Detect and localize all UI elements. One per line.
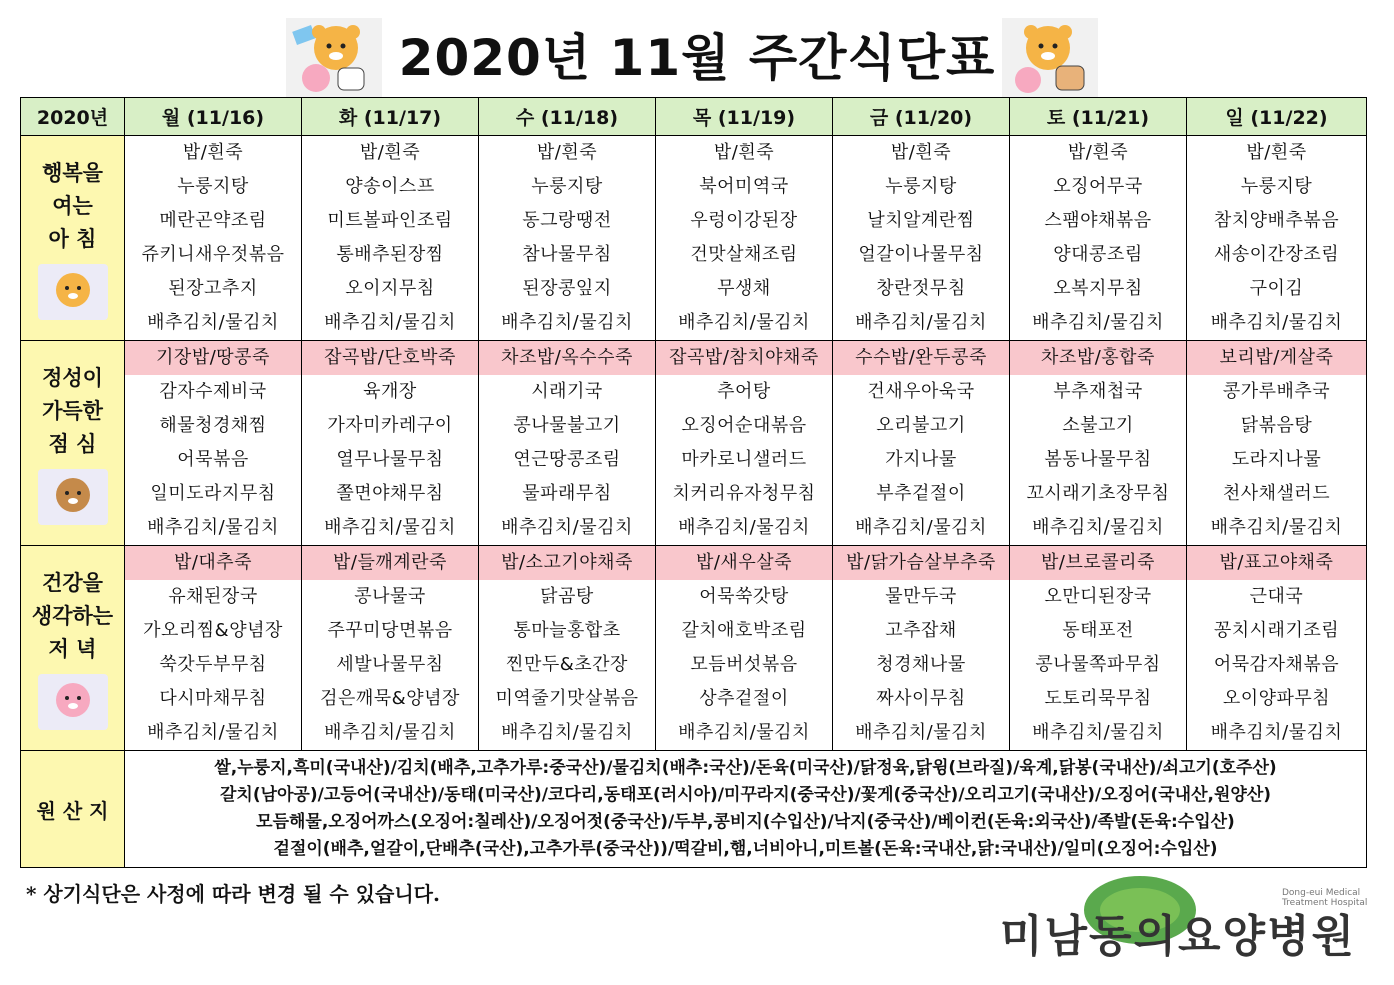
menu-item: 배추김치/물김치 bbox=[1210, 312, 1343, 333]
day-meal-cell bbox=[1010, 546, 1187, 751]
menu-item: 된장고추지 bbox=[168, 278, 258, 299]
menu-item: 가지나물 bbox=[885, 449, 957, 470]
menu-item: 미트볼파인조림 bbox=[327, 210, 453, 231]
menu-item: 육개장 bbox=[363, 381, 417, 402]
menu-item: 천사채샐러드 bbox=[1222, 483, 1331, 504]
menu-item: 콩가루배추국 bbox=[1222, 381, 1331, 402]
menu-item-rice: 차조밥/옥수수죽 bbox=[479, 341, 655, 375]
day-header-sun: 일 (11/22) bbox=[1187, 98, 1367, 136]
menu-item: 쥬키니새우젓볶음 bbox=[141, 244, 285, 265]
menu-item-rice: 밥/새우살죽 bbox=[656, 546, 832, 580]
menu-item: 창란젓무침 bbox=[876, 278, 966, 299]
mascot-breakfast-icon bbox=[38, 264, 108, 320]
menu-item: 연근땅콩조림 bbox=[513, 449, 621, 470]
menu-item-rice: 밥/흰죽 bbox=[536, 142, 598, 163]
day-meal-cell bbox=[833, 546, 1010, 751]
menu-item: 오징어순대볶음 bbox=[681, 415, 807, 436]
menu-item: 배추김치/물김치 bbox=[1032, 517, 1164, 538]
menu-item: 스팸야채볶음 bbox=[1044, 210, 1152, 231]
menu-item: 배추김치/물김치 bbox=[1032, 722, 1164, 743]
menu-item-rice: 보리밥/게살죽 bbox=[1187, 341, 1366, 375]
year-header: 2020년 bbox=[21, 98, 125, 136]
day-meal-cell bbox=[125, 546, 302, 751]
menu-item: 배추김치/물김치 bbox=[1032, 312, 1164, 333]
menu-item: 건새우아욱국 bbox=[867, 381, 975, 402]
menu-item: 얼갈이나물무침 bbox=[858, 244, 984, 265]
day-header-mon: 월 (11/16) bbox=[125, 98, 302, 136]
day-meal-cell bbox=[302, 341, 479, 546]
menu-item: 배추김치/물김치 bbox=[678, 722, 810, 743]
menu-item: 콩나물국 bbox=[354, 586, 426, 607]
menu-item: 꼬시래기초장무침 bbox=[1026, 483, 1170, 504]
page-title: 2020년 11월 주간식단표 bbox=[398, 29, 996, 87]
menu-item: 배추김치/물김치 bbox=[147, 722, 279, 743]
meal-label-text: 정성이 가득한 점 심 bbox=[42, 365, 103, 456]
menu-item: 치커리유자청무침 bbox=[672, 483, 816, 504]
menu-item: 모듬버섯볶음 bbox=[690, 654, 798, 675]
day-meal-cell bbox=[302, 546, 479, 751]
hospital-logo bbox=[1000, 868, 1370, 968]
day-meal-cell bbox=[1010, 136, 1187, 341]
menu-item: 쫄면야채무침 bbox=[336, 483, 444, 504]
menu-item-rice: 밥/표고야채죽 bbox=[1187, 546, 1366, 580]
day-meal-cell bbox=[833, 341, 1010, 546]
menu-item: 메란곤약조림 bbox=[159, 210, 267, 231]
meal-row-dinner bbox=[21, 546, 1367, 751]
menu-item-rice: 밥/대추죽 bbox=[125, 546, 301, 580]
menu-item: 구이김 bbox=[1249, 278, 1304, 299]
menu-item: 새송이간장조림 bbox=[1213, 244, 1340, 265]
menu-item-rice: 밥/흰죽 bbox=[890, 142, 952, 163]
menu-item: 일미도라지무침 bbox=[150, 483, 276, 504]
menu-item: 배추김치/물김치 bbox=[1210, 722, 1343, 743]
menu-item-rice: 밥/흰죽 bbox=[713, 142, 775, 163]
day-meal-cell bbox=[479, 341, 656, 546]
day-header-thu: 목 (11/19) bbox=[656, 98, 833, 136]
menu-item: 배추김치/물김치 bbox=[1210, 517, 1343, 538]
menu-item: 감자수제비국 bbox=[159, 381, 267, 402]
title-area bbox=[0, 14, 1394, 102]
day-meal-cell bbox=[1010, 341, 1187, 546]
meal-row-lunch bbox=[21, 341, 1367, 546]
menu-item: 배추김치/물김치 bbox=[501, 312, 633, 333]
menu-item: 참나물무침 bbox=[522, 244, 612, 265]
menu-item: 배추김치/물김치 bbox=[324, 722, 456, 743]
menu-item: 배추김치/물김치 bbox=[147, 312, 279, 333]
menu-item: 가자미카레구이 bbox=[327, 415, 453, 436]
menu-item: 오이지무침 bbox=[345, 278, 435, 299]
day-meal-cell bbox=[1187, 136, 1367, 341]
day-meal-cell bbox=[1187, 546, 1367, 751]
menu-item: 배추김치/물김치 bbox=[855, 517, 987, 538]
day-meal-cell bbox=[656, 341, 833, 546]
meal-label-text: 건강을 생각하는 저 녁 bbox=[31, 570, 114, 661]
change-notice: * 상기식단은 사정에 따라 변경 될 수 있습니다. bbox=[26, 882, 440, 906]
menu-item-rice: 밥/흰죽 bbox=[1246, 142, 1307, 163]
menu-item: 배추김치/물김치 bbox=[678, 517, 810, 538]
menu-item: 물만두국 bbox=[885, 586, 957, 607]
menu-item: 갈치애호박조림 bbox=[681, 620, 807, 641]
menu-item: 동그랑땡전 bbox=[522, 210, 612, 231]
mascot-right-icon bbox=[1002, 18, 1098, 100]
meal-label-lunch bbox=[21, 341, 125, 546]
menu-item: 근대국 bbox=[1249, 586, 1304, 607]
mascot-left-icon bbox=[286, 18, 382, 100]
menu-item: 건맛살채조림 bbox=[690, 244, 798, 265]
menu-item: 세발나물무침 bbox=[336, 654, 444, 675]
menu-item-rice: 차조밥/홍합죽 bbox=[1010, 341, 1186, 375]
menu-item: 어묵감자채볶음 bbox=[1213, 654, 1340, 675]
menu-item: 오리불고기 bbox=[876, 415, 966, 436]
menu-item: 고추잡채 bbox=[885, 620, 957, 641]
menu-item: 날치알계란찜 bbox=[867, 210, 975, 231]
origin-line: 갈치(남아공)/고등어(국내산)/동태(미국산)/코다리,동태포(러시아)/미꾸라지(중국산)/꽃게(중국산)/오리고기(국내산)/오징어(국내산,원양산) bbox=[219, 785, 1272, 805]
menu-item: 양송이스프 bbox=[345, 176, 435, 197]
menu-item: 동태포전 bbox=[1062, 620, 1134, 641]
menu-item-rice: 밥/흰죽 bbox=[359, 142, 421, 163]
meal-label-breakfast bbox=[21, 136, 125, 341]
menu-item: 미역줄기맛살볶음 bbox=[495, 688, 639, 709]
menu-item: 배추김치/물김치 bbox=[324, 312, 456, 333]
day-meal-cell bbox=[479, 546, 656, 751]
menu-item: 부추재첩국 bbox=[1053, 381, 1143, 402]
day-meal-cell bbox=[656, 136, 833, 341]
day-meal-cell bbox=[125, 136, 302, 341]
menu-item: 유채된장국 bbox=[168, 586, 258, 607]
menu-item-rice: 기장밥/땅콩죽 bbox=[125, 341, 301, 375]
menu-item: 가오리찜&양념장 bbox=[143, 620, 283, 641]
menu-item-rice: 밥/소고기야채죽 bbox=[479, 546, 655, 580]
hospital-logo-text: 미남동의요양병원 bbox=[1000, 911, 1357, 962]
menu-item: 상추겉절이 bbox=[699, 688, 789, 709]
day-header-tue: 화 (11/17) bbox=[302, 98, 479, 136]
menu-item: 누룽지탕 bbox=[531, 176, 603, 197]
mascot-dinner-icon bbox=[38, 674, 108, 730]
menu-item-rice: 잡곡밥/참치야채죽 bbox=[656, 341, 832, 375]
day-header-wed: 수 (11/18) bbox=[479, 98, 656, 136]
menu-item: 된장콩잎지 bbox=[522, 278, 612, 299]
menu-item: 찐만두&초간장 bbox=[506, 654, 628, 675]
menu-item: 북어미역국 bbox=[699, 176, 789, 197]
menu-item: 통마늘홍합초 bbox=[513, 620, 621, 641]
menu-item: 어묵볶음 bbox=[177, 449, 249, 470]
header-row bbox=[21, 98, 1367, 136]
menu-item: 우렁이강된장 bbox=[690, 210, 798, 231]
day-meal-cell bbox=[656, 546, 833, 751]
menu-item: 열무나물무침 bbox=[336, 449, 444, 470]
menu-item: 오이양파무침 bbox=[1222, 688, 1331, 709]
menu-item: 주꾸미당면볶음 bbox=[327, 620, 453, 641]
day-meal-cell bbox=[479, 136, 656, 341]
menu-item: 배추김치/물김치 bbox=[855, 722, 987, 743]
menu-item: 배추김치/물김치 bbox=[501, 517, 633, 538]
menu-item-rice: 밥/닭가슴살부추죽 bbox=[833, 546, 1009, 580]
menu-item: 양대콩조림 bbox=[1053, 244, 1143, 265]
menu-item: 무생채 bbox=[717, 278, 771, 299]
menu-item: 쑥갓두부무침 bbox=[159, 654, 267, 675]
day-header-fri: 금 (11/20) bbox=[833, 98, 1010, 136]
weekly-menu-table bbox=[20, 97, 1367, 868]
menu-item: 다시마채무침 bbox=[159, 688, 267, 709]
menu-item: 누룽지탕 bbox=[1240, 176, 1313, 197]
menu-item-rice: 밥/흰죽 bbox=[182, 142, 244, 163]
day-header-sat: 토 (11/21) bbox=[1010, 98, 1187, 136]
menu-item: 물파래무침 bbox=[522, 483, 612, 504]
menu-item: 배추김치/물김치 bbox=[324, 517, 456, 538]
menu-item: 마카로니샐러드 bbox=[681, 449, 807, 470]
menu-item-rice: 밥/흰죽 bbox=[1067, 142, 1129, 163]
hospital-logo-english: Dong-eui Medical Treatment Hospital bbox=[1282, 888, 1368, 908]
menu-item: 누룽지탕 bbox=[177, 176, 249, 197]
origin-line: 겉절이(배추,얼갈이,단배추(국산),고추가루(중국산))/떡갈비,햄,너비아니,미트볼(돈육:국내산,닭:국내산)/일미(오징어:수입산) bbox=[273, 839, 1218, 859]
origin-info bbox=[125, 751, 1367, 868]
menu-item: 오징어무국 bbox=[1053, 176, 1143, 197]
menu-item: 소불고기 bbox=[1062, 415, 1134, 436]
menu-item: 꽁치시래기조림 bbox=[1213, 620, 1340, 641]
menu-item-rice: 수수밥/완두콩죽 bbox=[833, 341, 1009, 375]
menu-item: 시래기국 bbox=[531, 381, 603, 402]
day-meal-cell bbox=[833, 136, 1010, 341]
menu-item: 배추김치/물김치 bbox=[501, 722, 633, 743]
menu-item: 오복지무침 bbox=[1053, 278, 1143, 299]
menu-item: 통배추된장찜 bbox=[336, 244, 444, 265]
menu-item: 추어탕 bbox=[717, 381, 771, 402]
origin-line: 쌀,누룽지,흑미(국내산)/김치(배추,고추가루:중국산)/물김치(배추:국산)/돈육(미국산)/닭정육,닭윙(브라질)/육계,닭봉(국내산)/쇠고기(호주산) bbox=[214, 758, 1277, 778]
menu-item: 콩나물쪽파무침 bbox=[1035, 654, 1161, 675]
menu-item: 짜사이무침 bbox=[876, 688, 966, 709]
menu-item: 도라지나물 bbox=[1231, 449, 1322, 470]
origin-line: 모듬해물,오징어까스(오징어:칠레산)/오징어젓(중국산)/두부,콩비지(수입산)/낙지(중국산)/베이컨(돈육:외국산)/족발(돈육:수입산) bbox=[256, 812, 1235, 832]
menu-item: 참치양배추볶음 bbox=[1213, 210, 1340, 231]
meal-label-dinner bbox=[21, 546, 125, 751]
origin-row bbox=[21, 751, 1367, 868]
menu-item-rice: 밥/들깨계란죽 bbox=[302, 546, 478, 580]
meal-label-text: 행복을 여는 아 침 bbox=[42, 160, 103, 251]
menu-item-rice: 잡곡밥/단호박죽 bbox=[302, 341, 478, 375]
menu-item: 배추김치/물김치 bbox=[678, 312, 810, 333]
menu-item: 배추김치/물김치 bbox=[147, 517, 279, 538]
menu-item: 도토리묵무침 bbox=[1044, 688, 1152, 709]
mascot-lunch-icon bbox=[38, 469, 108, 525]
origin-label: 원 산 지 bbox=[21, 751, 125, 868]
menu-item: 콩나물불고기 bbox=[513, 415, 621, 436]
menu-item: 검은깨묵&양념장 bbox=[320, 688, 460, 709]
menu-item: 봄동나물무침 bbox=[1044, 449, 1152, 470]
menu-item: 배추김치/물김치 bbox=[855, 312, 987, 333]
menu-item: 청경채나물 bbox=[876, 654, 966, 675]
menu-item: 닭곰탕 bbox=[540, 586, 594, 607]
menu-item: 누룽지탕 bbox=[885, 176, 957, 197]
menu-item: 닭볶음탕 bbox=[1240, 415, 1313, 436]
menu-item-rice: 밥/브로콜리죽 bbox=[1010, 546, 1186, 580]
menu-item: 오만디된장국 bbox=[1044, 586, 1152, 607]
menu-item: 해물청경채찜 bbox=[159, 415, 267, 436]
day-meal-cell bbox=[125, 341, 302, 546]
day-meal-cell bbox=[302, 136, 479, 341]
menu-item: 어묵쑥갓탕 bbox=[699, 586, 789, 607]
meal-row-breakfast bbox=[21, 136, 1367, 341]
menu-item: 부추겉절이 bbox=[876, 483, 966, 504]
day-meal-cell bbox=[1187, 341, 1367, 546]
